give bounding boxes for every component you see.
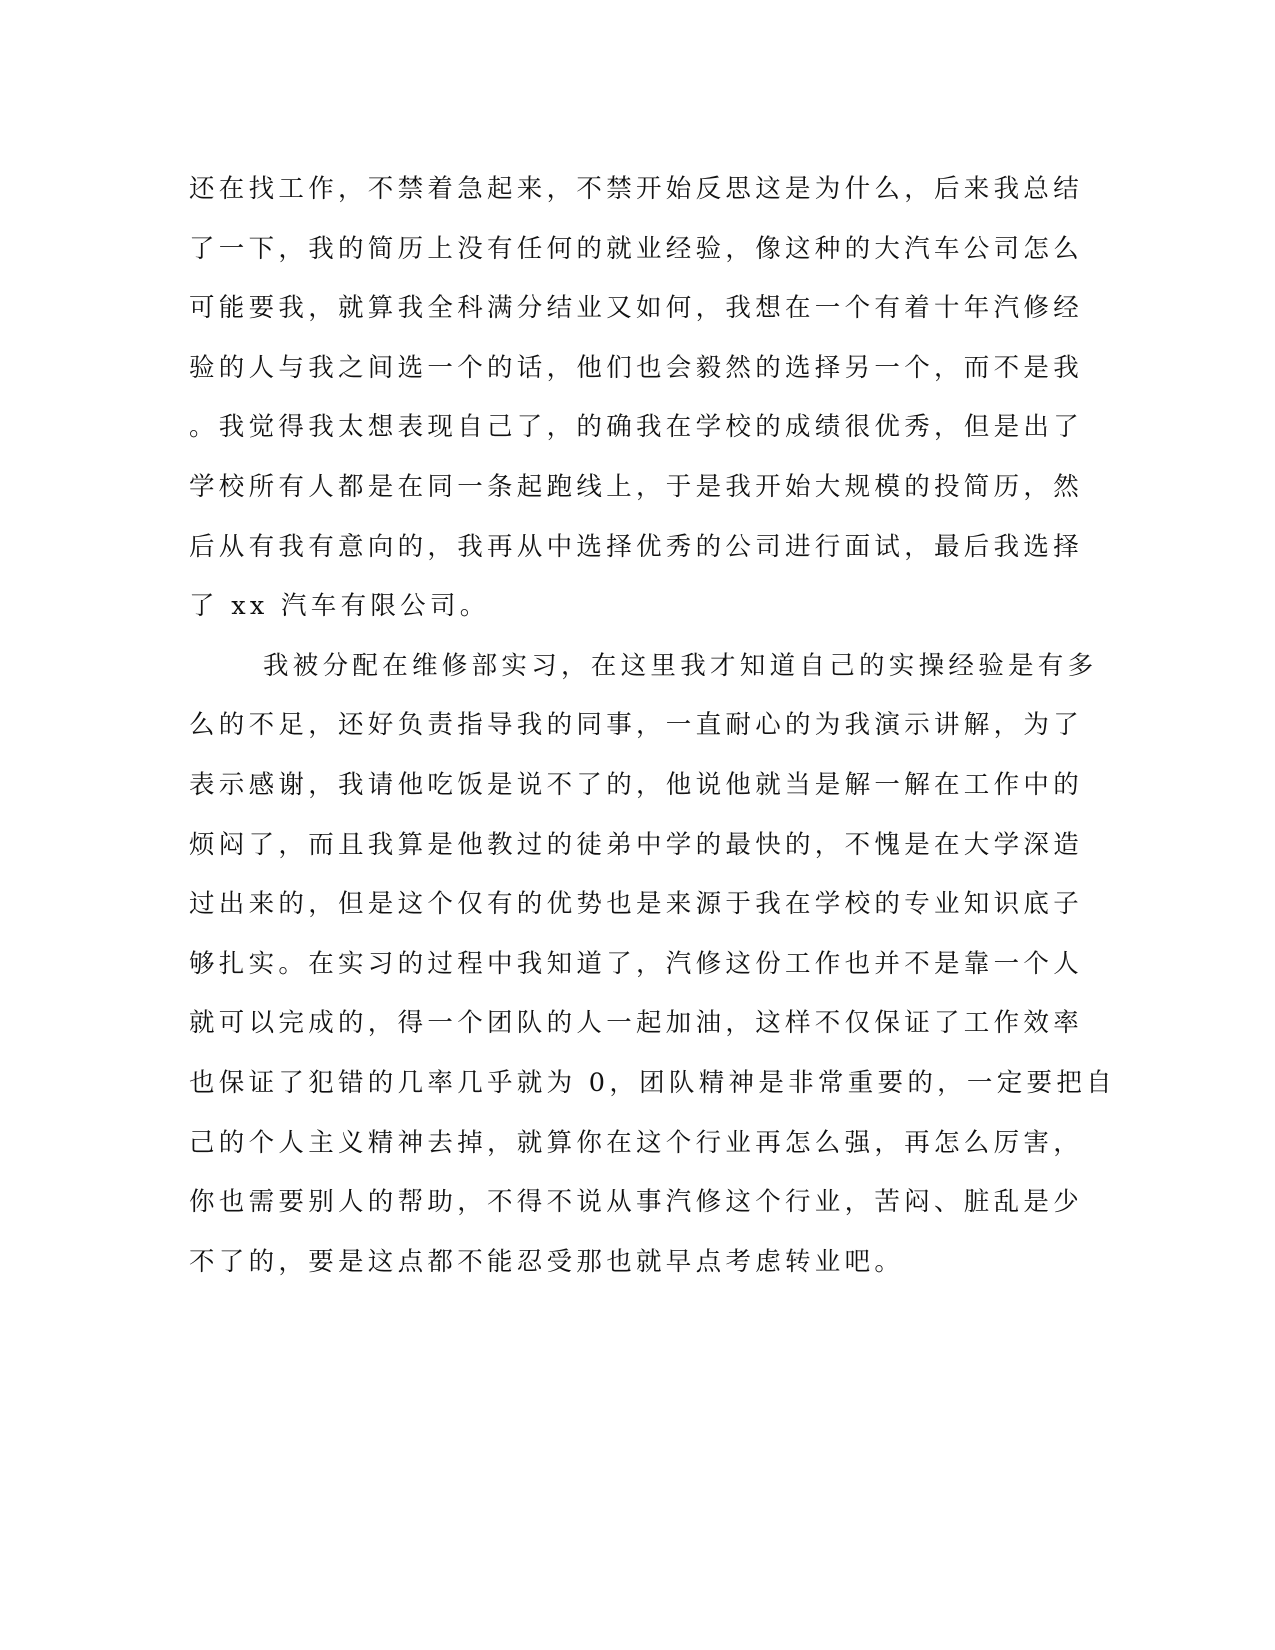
- text-line: 烦闷了，而且我算是他教过的徒弟中学的最快的，不愧是在大学深造: [189, 829, 1084, 860]
- text-line: 不了的，要是这点都不能忍受那也就早点考虑转业吧。: [189, 1246, 905, 1277]
- text-line: 验的人与我之间选一个的话，他们也会毅然的选择另一个，而不是我: [189, 352, 1084, 383]
- text-line: 就可以完成的，得一个团队的人一起加油，这样不仅保证了工作效率: [189, 1008, 1084, 1039]
- text-line: 也保证了犯错的几率几乎就为 0，团队精神是非常重要的，一定要把自: [189, 1067, 1116, 1098]
- text-line: 过出来的，但是这个仅有的优势也是来源于我在学校的专业知识底子: [189, 889, 1084, 920]
- text-line: 学校所有人都是在同一条起跑线上，于是我开始大规模的投简历，然: [189, 471, 1084, 502]
- document-body: [189, 160, 1116, 1292]
- text-line: 表示感谢，我请他吃饭是说不了的，他说他就当是解一解在工作中的: [189, 769, 1084, 800]
- paragraph-1: [189, 160, 1089, 637]
- text-line: 。我觉得我太想表现自己了，的确我在学校的成绩很优秀，但是出了: [189, 412, 1084, 443]
- text-line: 么的不足，还好负责指导我的同事，一直耐心的为我演示讲解，为了: [189, 710, 1084, 741]
- text-line: 还在找工作，不禁着急起来，不禁开始反思这是为什么，后来我总结: [189, 174, 1084, 204]
- text-line: 己的个人主义精神去掉，就算你在这个行业再怎么强，再怎么厉害，: [189, 1127, 1084, 1158]
- paragraph-2: [189, 637, 1116, 1293]
- text-line: 够扎实。在实习的过程中我知道了，汽修这份工作也并不是靠一个人: [189, 948, 1084, 979]
- text-line: 了 xx 汽车有限公司。: [189, 591, 490, 622]
- text-line-indented: 我被分配在维修部实习，在这里我才知道自己的实操经验是有多: [263, 650, 1098, 681]
- text-line: 你也需要别人的帮助，不得不说从事汽修这个行业，苦闷、脏乱是少: [189, 1187, 1084, 1218]
- text-line: 后从有我有意向的，我再从中选择优秀的公司进行面试，最后我选择: [189, 531, 1084, 562]
- text-line: 了一下，我的简历上没有任何的就业经验，像这种的大汽车公司怎么: [189, 233, 1084, 264]
- text-line: 可能要我，就算我全科满分结业又如何，我想在一个有着十年汽修经: [189, 293, 1084, 324]
